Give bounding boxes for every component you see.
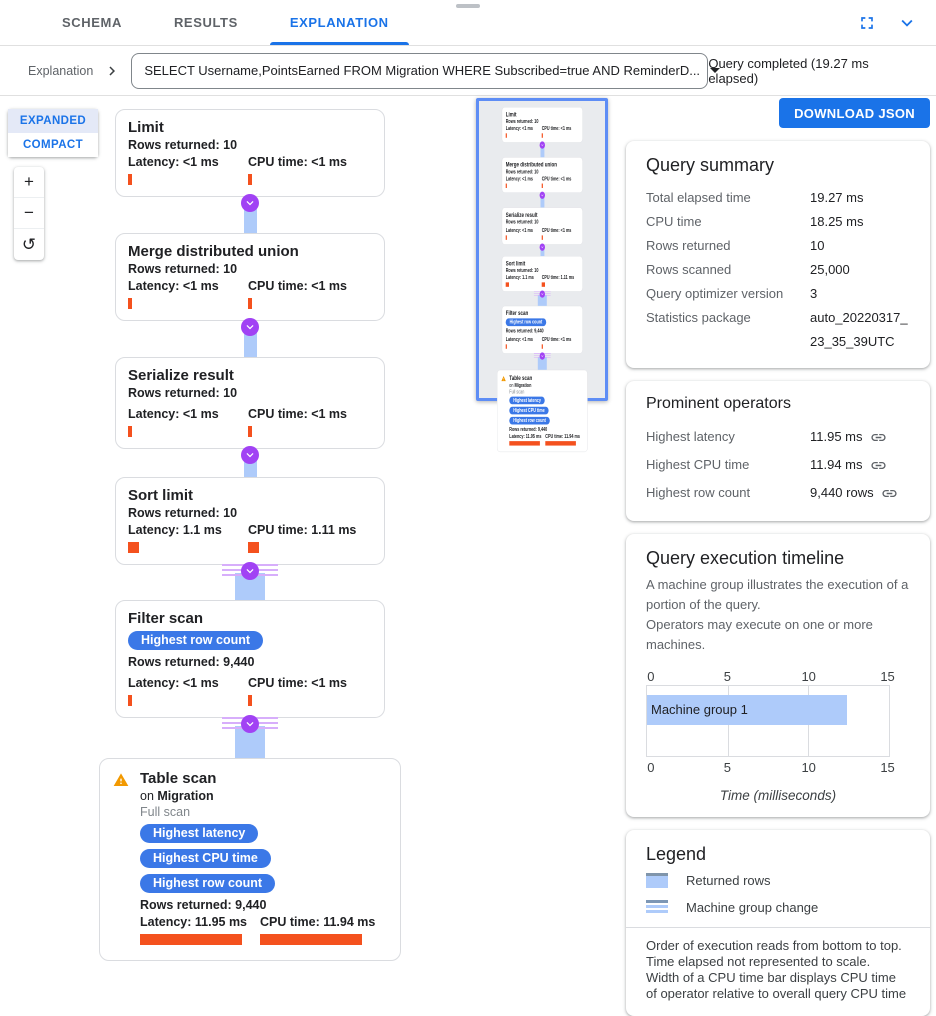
cpu-time-bar: [542, 235, 543, 239]
breadcrumb: Explanation: [28, 63, 94, 78]
node-rows: Rows returned: 10: [505, 168, 539, 175]
expand-node-icon[interactable]: [241, 562, 259, 580]
cpu-time-bar: [248, 174, 252, 185]
node-title: Table scan: [509, 374, 533, 382]
latency-bar: [128, 695, 132, 706]
node-latency: Latency: <1 ms: [128, 279, 219, 293]
returned-rows-swatch-icon: [646, 873, 668, 888]
badge-highest-cpu-time: Highest CPU time: [509, 407, 548, 415]
node-rows: Rows returned: 10: [128, 386, 238, 400]
node-title: Sort limit: [128, 487, 194, 504]
latency-bar: [128, 174, 132, 185]
cpu-time-bar: [545, 441, 576, 445]
plan-node-limit[interactable]: [115, 109, 385, 197]
node-title: Serialize result: [128, 367, 234, 384]
node-cpu: CPU time: 11.94 ms: [260, 915, 376, 929]
node-rows: Rows returned: 9,440: [505, 328, 544, 334]
prominent-operators-title: Prominent operators: [646, 395, 791, 412]
node-cpu: CPU time: <1 ms: [541, 336, 572, 343]
node-cpu: CPU time: <1 ms: [541, 125, 572, 132]
legend-title: Legend: [646, 844, 707, 864]
tab-bar: [0, 0, 936, 46]
node-rows: Rows returned: 9,440: [140, 898, 267, 912]
latency-bar: [506, 184, 507, 188]
timeline-plot-area: [646, 685, 890, 757]
tab-results[interactable]: RESULTS: [173, 15, 238, 30]
node-rows: Rows returned: 10: [505, 267, 539, 274]
badge-highest-cpu-time: Highest CPU time: [140, 849, 271, 868]
node-title: Sort limit: [505, 260, 526, 267]
flow-connector-machine-group-change: [497, 292, 588, 306]
zoom-controls: [14, 167, 44, 260]
node-cpu: CPU time: <1 ms: [248, 279, 347, 293]
node-title: Filter scan: [505, 309, 529, 317]
expand-node-icon[interactable]: [540, 141, 545, 148]
summary-row: Query optimizer version 3: [646, 286, 818, 301]
node-scan-type: Full scan: [140, 805, 191, 819]
explanation-content: [0, 96, 936, 1001]
legend-note: Width of a CPU time bar displays CPU time of operator relative to overall query CPU time: [646, 970, 907, 1001]
plan-node-merge-distributed-union[interactable]: [502, 157, 583, 193]
expand-node-icon[interactable]: [241, 446, 259, 464]
flow-connector: [99, 197, 401, 233]
node-cpu: CPU time: <1 ms: [248, 676, 347, 690]
expand-node-icon[interactable]: [241, 715, 259, 733]
plan-node-sort-limit[interactable]: [502, 256, 583, 292]
latency-bar: [506, 282, 509, 286]
plan-node-serialize-result[interactable]: [115, 357, 385, 449]
node-rows: Rows returned: 10: [128, 506, 238, 520]
x-axis-bottom: 0 5 10 15: [647, 760, 895, 775]
expand-node-icon[interactable]: [540, 192, 545, 199]
flow-connector: [497, 143, 588, 158]
flow-connector: [497, 245, 588, 256]
plan-node-table-scan[interactable]: [99, 758, 401, 961]
node-rows: Rows returned: 9,440: [509, 426, 548, 433]
node-title: Filter scan: [128, 610, 204, 627]
legend-item: Returned rows: [646, 873, 910, 888]
summary-row: Rows scanned 25,000: [646, 262, 850, 277]
expand-node-icon[interactable]: [540, 352, 545, 359]
machine-group-change-swatch-icon: [646, 900, 668, 915]
expand-node-icon[interactable]: [241, 194, 259, 212]
node-rows: Rows returned: 10: [128, 138, 238, 152]
plan-node-limit[interactable]: [502, 107, 583, 143]
node-cpu: CPU time: 1.11 ms: [248, 523, 357, 537]
plan-node-filter-scan[interactable]: [502, 306, 583, 354]
latency-bar: [506, 133, 507, 137]
legend-item: Machine group change: [646, 900, 910, 915]
node-latency: Latency: <1 ms: [505, 175, 533, 182]
expand-node-icon[interactable]: [540, 290, 545, 297]
cpu-time-bar: [260, 934, 362, 945]
latency-bar: [128, 542, 139, 553]
x-axis-label: Time (milliseconds): [719, 788, 837, 803]
node-table-ref: on Migration: [140, 789, 214, 803]
node-latency: Latency: <1 ms: [505, 125, 533, 132]
view-mode-toggle: [8, 109, 98, 157]
node-latency: Latency: 11.95 ms: [140, 915, 248, 929]
cpu-time-bar: [542, 184, 543, 188]
flow-connector: [99, 321, 401, 357]
zoom-in-button[interactable]: +: [14, 167, 44, 198]
warning-icon: [113, 772, 129, 793]
node-title: Limit: [128, 119, 164, 136]
badge-highest-row-count: Highest row count: [140, 874, 275, 893]
node-latency: Latency: <1 ms: [505, 227, 533, 234]
node-rows: Rows returned: 10: [505, 118, 539, 125]
node-rows: Rows returned: 9,440: [128, 655, 255, 669]
legend-note: Time elapsed not represented to scale.: [646, 954, 871, 969]
expanded-toggle-button[interactable]: EXPANDED: [8, 109, 98, 133]
node-cpu: CPU time: 11.94 ms: [545, 433, 580, 440]
zoom-reset-button[interactable]: ↺: [21, 234, 37, 254]
query-status: Query completed (19.27 ms elapsed): [708, 55, 869, 86]
node-title: Merge distributed union: [128, 243, 299, 260]
cpu-time-bar: [248, 426, 252, 437]
node-rows: Rows returned: 10: [128, 262, 238, 276]
details-panel: [626, 96, 930, 1016]
node-latency: Latency: 1.1 ms: [128, 523, 222, 537]
node-title: Serialize result: [505, 211, 538, 219]
execution-timeline-card: [626, 534, 930, 817]
flow-connector: [99, 449, 401, 477]
latency-bar: [140, 934, 242, 945]
plan-node-merge-distributed-union[interactable]: [115, 233, 385, 321]
plan-node-serialize-result[interactable]: [502, 207, 583, 244]
node-latency: Latency: <1 ms: [128, 676, 219, 690]
plan-node-sort-limit[interactable]: [115, 477, 385, 565]
query-summary-card: [626, 141, 930, 368]
node-title: Merge distributed union: [505, 161, 557, 169]
x-axis-top: 0 5 10 15: [647, 669, 895, 684]
explanation-header: [0, 46, 936, 96]
node-latency: Latency: <1 ms: [128, 407, 219, 421]
flow-connector-machine-group-change: [99, 565, 401, 600]
legend-note: Order of execution reads from bottom to top.: [646, 938, 902, 953]
latency-bar: [506, 235, 507, 239]
cpu-time-bar: [542, 344, 543, 348]
legend-divider: [626, 927, 930, 928]
operator-row: Highest latency 11.95 ms: [646, 423, 910, 451]
cpu-time-bar: [248, 695, 252, 706]
node-cpu: CPU time: <1 ms: [541, 175, 572, 182]
summary-row: Statistics package auto_20220317_23_35_39UTC: [646, 310, 908, 349]
badge-highest-latency: Highest latency: [509, 397, 545, 405]
latency-bar: [506, 344, 507, 348]
link-icon[interactable]: [870, 457, 887, 474]
drag-handle[interactable]: [456, 4, 480, 8]
badge-highest-latency: Highest latency: [140, 824, 258, 843]
timeline-description: Operators may execute on one or more machines.: [646, 617, 873, 652]
node-cpu: CPU time: <1 ms: [248, 407, 347, 421]
badge-highest-row-count: Highest row count: [506, 318, 547, 326]
plan-tree: [99, 109, 401, 961]
node-title: Limit: [505, 111, 517, 118]
node-latency: Latency: <1 ms: [505, 336, 533, 343]
tab-schema[interactable]: SCHEMA: [62, 15, 122, 30]
fullscreen-icon[interactable]: [856, 12, 878, 34]
summary-row: Total elapsed time 19.27 ms: [646, 190, 864, 205]
flow-connector-machine-group-change: [99, 718, 401, 758]
badge-highest-row-count: Highest row count: [509, 417, 550, 425]
link-icon[interactable]: [870, 429, 887, 446]
summary-row: Rows returned 10: [646, 238, 825, 253]
node-scan-type: Full scan: [509, 388, 525, 395]
plan-node-filter-scan[interactable]: [115, 600, 385, 718]
node-latency: Latency: 1.1 ms: [505, 274, 534, 281]
cpu-time-bar: [248, 542, 259, 553]
query-select-value: SELECT Username,PointsEarned FROM Migration WHERE Subscribed=true AND ReminderD...: [144, 63, 701, 78]
node-cpu: CPU time: <1 ms: [541, 227, 572, 234]
timeline-description: A machine group illustrates the execution of a portion of the query.: [646, 577, 909, 612]
node-title: Table scan: [140, 770, 217, 787]
cpu-time-bar: [248, 298, 252, 309]
prominent-operators-card: [626, 381, 930, 521]
flow-connector-machine-group-change: [497, 354, 588, 370]
legend-card: [626, 830, 930, 1016]
tab-explanation[interactable]: EXPLANATION: [264, 0, 415, 45]
zoom-out-button[interactable]: −: [14, 198, 44, 229]
flow-connector: [497, 193, 588, 208]
cpu-time-bar: [542, 282, 545, 286]
plan-minimap[interactable]: [476, 98, 608, 440]
expand-node-icon[interactable]: [540, 243, 545, 250]
timeline-chart: [646, 669, 895, 776]
plan-tree: [497, 107, 588, 452]
warning-icon: [501, 376, 506, 385]
cpu-time-bar: [542, 133, 543, 137]
link-icon[interactable]: [881, 485, 898, 502]
plan-node-table-scan[interactable]: [497, 370, 588, 452]
latency-bar: [128, 426, 132, 437]
timeline-title: Query execution timeline: [646, 548, 845, 568]
latency-bar: [509, 441, 540, 445]
node-latency: Latency: 11.95 ms: [509, 433, 542, 440]
node-rows: Rows returned: 10: [505, 219, 539, 225]
query-select-dropdown[interactable]: [131, 53, 708, 89]
summary-row: CPU time 18.25 ms: [646, 214, 864, 229]
badge-highest-row-count: Highest row count: [128, 631, 263, 650]
chevron-right-icon: [103, 62, 121, 80]
machine-group-bar[interactable]: Machine group 1: [647, 695, 847, 725]
compact-toggle-button[interactable]: COMPACT: [8, 133, 98, 157]
operator-row: Highest row count 9,440 rows: [646, 479, 910, 507]
node-table-ref: on Migration: [509, 382, 532, 389]
expand-node-icon[interactable]: [241, 318, 259, 336]
query-summary-title: Query summary: [646, 155, 775, 175]
node-cpu: CPU time: <1 ms: [248, 155, 347, 169]
node-cpu: CPU time: 1.11 ms: [541, 274, 575, 281]
collapse-panel-chevron-icon[interactable]: [896, 12, 918, 34]
latency-bar: [128, 298, 132, 309]
node-latency: Latency: <1 ms: [128, 155, 219, 169]
operator-row: Highest CPU time 11.94 ms: [646, 451, 910, 479]
download-json-button[interactable]: DOWNLOAD JSON: [779, 98, 930, 128]
